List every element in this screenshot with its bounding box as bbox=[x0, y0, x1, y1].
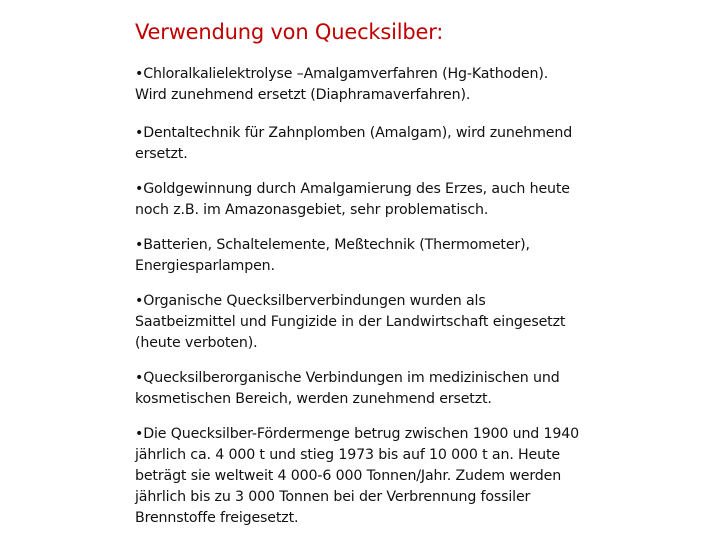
bullet-line: •Die Quecksilber-Fördermenge betrug zwischen 1900 und 1940 bbox=[135, 426, 580, 442]
bullet-line: beträgt sie weltweit 4 000-6 000 Tonnen/Jahr. Zudem werden bbox=[135, 468, 562, 484]
bullet-line: Brennstoffe freigesetzt. bbox=[135, 510, 299, 526]
bullet-line: •Goldgewinnung durch Amalgamierung des Erzes, auch heute bbox=[135, 181, 570, 197]
bullet-line: •Dentaltechnik für Zahnplomben (Amalgam), wird zunehmend bbox=[135, 125, 573, 141]
bullet-chloralkali bbox=[135, 64, 615, 106]
bullet-dentaltechnik bbox=[135, 123, 615, 165]
bullet-quecksilberorganische bbox=[135, 368, 615, 410]
bullet-batterien bbox=[135, 235, 615, 277]
slide-title: Verwendung von Quecksilber: bbox=[135, 20, 444, 44]
bullet-line: •Quecksilberorganische Verbindungen im medizinischen und bbox=[135, 370, 560, 386]
bullet-line: Saatbeizmittel und Fungizide in der Landwirtschaft eingesetzt bbox=[135, 314, 566, 330]
bullet-goldgewinnung bbox=[135, 179, 615, 221]
bullet-organische-verbindungen bbox=[135, 291, 615, 354]
bullet-line: jährlich ca. 4 000 t und stieg 1973 bis auf 10 000 t an. Heute bbox=[135, 447, 560, 463]
bullet-line: Energiesparlampen. bbox=[135, 258, 275, 274]
bullet-list bbox=[135, 64, 615, 543]
bullet-foerdermenge bbox=[135, 424, 615, 529]
bullet-line: Wird zunehmend ersetzt (Diaphramaverfahren). bbox=[135, 87, 471, 103]
bullet-line: •Chloralkalielektrolyse –Amalgamverfahren (Hg-Kathoden). bbox=[135, 66, 549, 82]
bullet-line: •Organische Quecksilberverbindungen wurden als bbox=[135, 293, 486, 309]
bullet-line: noch z.B. im Amazonasgebiet, sehr problematisch. bbox=[135, 202, 489, 218]
bullet-line: (heute verboten). bbox=[135, 335, 258, 351]
bullet-line: •Batterien, Schaltelemente, Meßtechnik (Thermometer), bbox=[135, 237, 530, 253]
bullet-line: kosmetischen Bereich, werden zunehmend ersetzt. bbox=[135, 391, 492, 407]
bullet-line: jährlich bis zu 3 000 Tonnen bei der Verbrennung fossiler bbox=[135, 489, 531, 505]
bullet-line: ersetzt. bbox=[135, 146, 188, 162]
